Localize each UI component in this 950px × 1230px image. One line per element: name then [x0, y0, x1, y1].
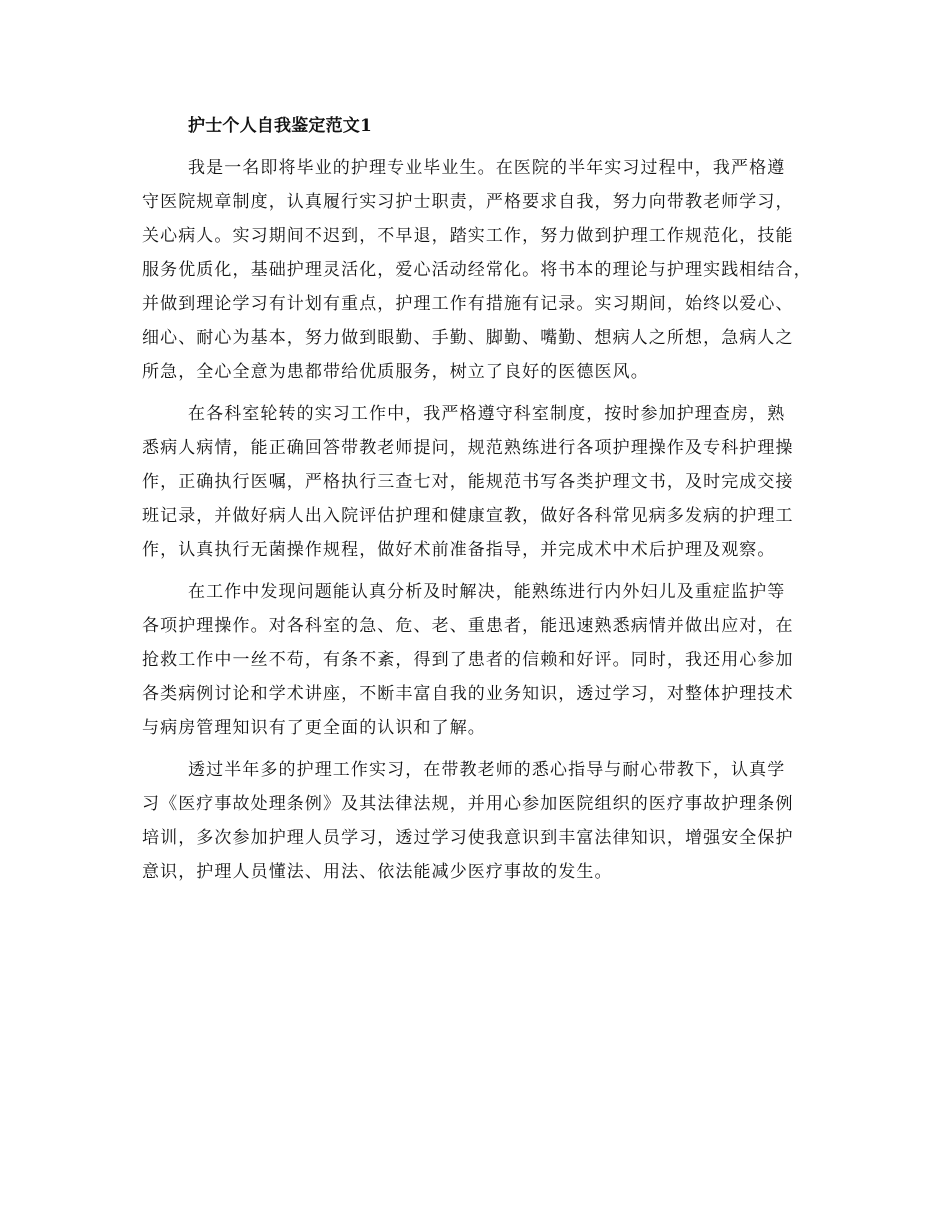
paragraph-line: 关心病人。实习期间不迟到，不早退，踏实工作，努力做到护理工作规范化，技能: [142, 226, 794, 246]
paragraph-line: 服务优质化，基础护理灵活化，爱心活动经常化。将书本的理论与护理实践相结合，: [142, 260, 812, 280]
paragraph-line: 意识，护理人员懂法、用法、依法能减少医疗事故的发生。: [142, 862, 613, 882]
paragraph-line: 作，认真执行无菌操作规程，做好术前准备指导，并完成术中术后护理及观察。: [142, 540, 776, 560]
paragraph-line: 作，正确执行医嘱，严格执行三查七对，能规范书写各类护理文书，及时完成交接: [142, 472, 794, 492]
paragraph-line: 抢救工作中一丝不苟，有条不紊，得到了患者的信赖和好评。同时，我还用心参加: [142, 650, 794, 670]
paragraph-4: [142, 753, 832, 889]
document-title: 护士个人自我鉴定范文1: [188, 116, 373, 136]
paragraph-line: 守医院规章制度，认真履行实习护士职责，严格要求自我，努力向带教老师学习，: [142, 192, 794, 212]
paragraph-line: 在各科室轮转的实习工作中，我严格遵守科室制度，按时参加护理查房，熟: [188, 404, 786, 424]
paragraph-line: 细心、耐心为基本，努力做到眼勤、手勤、脚勤、嘴勤、想病人之所想，急病人之: [142, 328, 794, 348]
paragraph-1: [142, 151, 832, 389]
paragraph-line: 所急，全心全意为患都带给优质服务，树立了良好的医德医风。: [142, 362, 649, 382]
paragraph-line: 各项护理操作。对各科室的急、危、老、重患者，能迅速熟悉病情并做出应对，在: [142, 616, 794, 636]
paragraph-line: 悉病人病情，能正确回答带教老师提问，规范熟练进行各项护理操作及专科护理操: [142, 438, 794, 458]
paragraph-line: 并做到理论学习有计划有重点，护理工作有措施有记录。实习期间，始终以爱心、: [142, 294, 794, 314]
paragraph-line: 习《医疗事故处理条例》及其法律法规，并用心参加医院组织的医疗事故护理条例: [142, 794, 794, 814]
paragraph-line: 班记录，并做好病人出入院评估护理和健康宣教，做好各科常见病多发病的护理工: [142, 506, 794, 526]
paragraph-line: 在工作中发现问题能认真分析及时解决，能熟练进行内外妇儿及重症监护等: [188, 582, 786, 602]
paragraph-line: 与病房管理知识有了更全面的认识和了解。: [142, 718, 486, 738]
paragraph-line: 我是一名即将毕业的护理专业毕业生。在医院的半年实习过程中，我严格遵: [188, 158, 786, 178]
paragraph-line: 透过半年多的护理工作实习，在带教老师的悉心指导与耐心带教下，认真学: [188, 760, 786, 780]
document-body: [142, 112, 832, 889]
paragraph-line: 各类病例讨论和学术讲座，不断丰富自我的业务知识，透过学习，对整体护理技术: [142, 684, 794, 704]
paragraph-2: [142, 397, 832, 567]
paragraph-line: 培训，多次参加护理人员学习，透过学习使我意识到丰富法律知识，增强安全保护: [142, 828, 794, 848]
paragraph-3: [142, 575, 832, 745]
